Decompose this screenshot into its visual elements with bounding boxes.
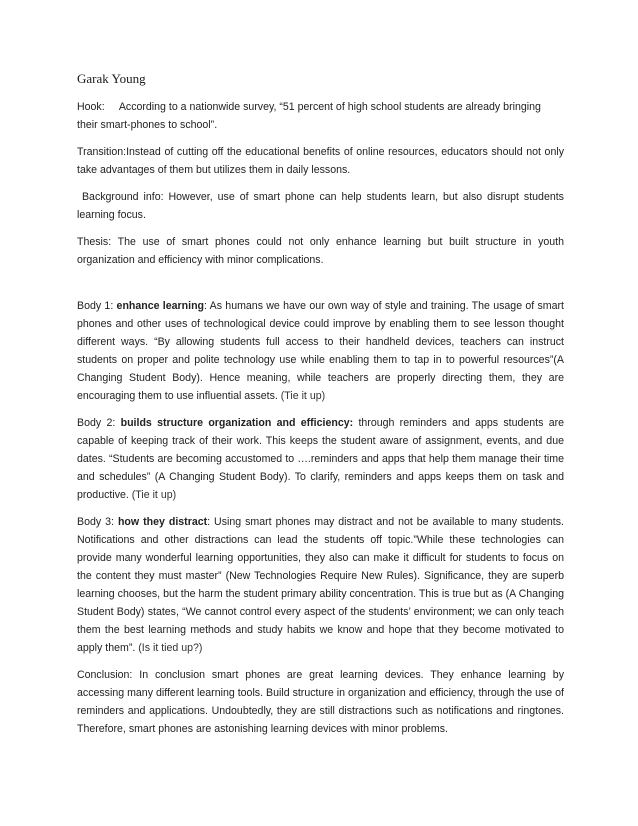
background-paragraph: [77, 188, 564, 224]
conclusion-paragraph: [77, 666, 564, 738]
body2-text: through reminders and apps students are capable of keeping track of their work. This keeps the student aware of assignment, events, and due dates. “Students are becoming accustomed to ….reminders and apps that help them manage their time and schedules” (A Changing Student Body). To clarify, reminders and apps keeps them on task and productive.: [77, 417, 564, 501]
document-page: [77, 70, 564, 747]
hook-label: Hook:: [77, 101, 105, 113]
thesis-label: Thesis:: [77, 236, 112, 248]
body1-paragraph: [77, 297, 564, 405]
background-text: However, use of smart phone can help students learn, but also disrupt students learning focus.: [77, 191, 564, 221]
body3-paragraph: [77, 513, 564, 657]
transition-text: Instead of cutting off the educational benefits of online resources, educators should not only take advantages of them but utilizes them in daily lessons.: [77, 146, 564, 176]
hook-text: According to a nationwide survey, “51 percent of high school students are already bringing their smart-phones to school”.: [77, 101, 541, 131]
thesis-paragraph: [77, 233, 564, 269]
body2-note: (Tie it up): [131, 489, 177, 501]
thesis-text: The use of smart phones could not only enhance learning but built structure in youth organization and efficiency with minor complications.: [77, 236, 564, 266]
body1-note: (Tie it up): [280, 390, 326, 402]
body2-paragraph: [77, 414, 564, 504]
body1-topic: enhance learning: [116, 300, 205, 312]
body3-note: (Is it tied up?): [138, 642, 203, 654]
body1-label: Body 1:: [77, 300, 114, 312]
body1-text: : As humans we have our own way of style and training. The usage of smart phones and other uses of technological device could improve by enabling them to see lesson thought different ways. “By allowing students full access to their handheld devices, teachers can instruct students on proper and polite technology use while enabling them to tap in to powerful resources”(A Changing Student Body). Hence meaning, while teachers are properly directing them, they are encouraging them to use influential assets.: [77, 300, 564, 402]
background-label: Background info:: [81, 191, 164, 203]
hook-paragraph: [77, 98, 564, 134]
body3-text: : Using smart phones may distract and not be available to many students. Notifications and other distractions can lead the students off topic.”While these technologies can provide many wonderful learning opportunities, they also can make it difficult for students to focus on the content they must master” (New Technologies Require New Rules). Significance, they are superb learning chooses, but the harm the student primary ability concentration. This is true but as (A Changing Student Body) states, “We cannot control every aspect of the students’ environment; we can only teach them the best learning methods and study habits we know and hope that they become motivated to apply them”.: [77, 516, 564, 654]
conclusion-label: Conclusion:: [77, 669, 133, 681]
transition-label: Transition:: [77, 146, 127, 158]
conclusion-text: In conclusion smart phones are great learning devices. They enhance learning by accessing many different learning tools. Build structure in organization and efficiency, through the use of reminders and applications. Undoubtedly, they are still distractions such as notifications and ringtones. Therefore, smart phones are astonishing learning devices with minor problems.: [77, 669, 564, 735]
body3-topic: how they distract: [117, 516, 208, 528]
body2-topic: builds structure organization and efficiency:: [120, 417, 354, 429]
body2-label: Body 2:: [77, 417, 116, 429]
author-name: Garak Young: [77, 71, 146, 86]
transition-paragraph: [77, 143, 564, 179]
body3-label: Body 3:: [77, 516, 114, 528]
